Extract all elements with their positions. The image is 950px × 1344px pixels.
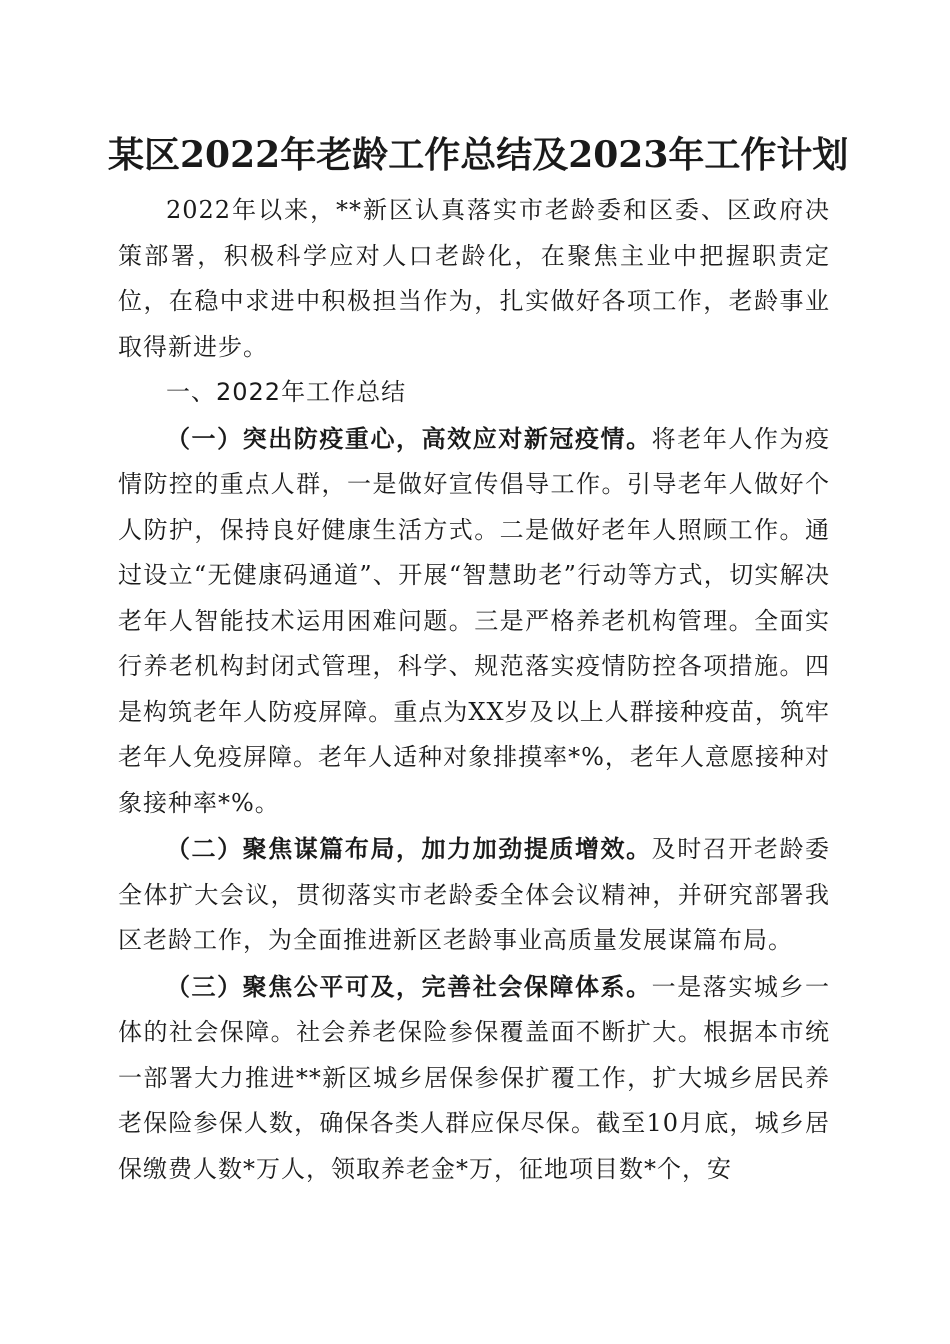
item-2-lead: （二）聚焦谋篇布局，加力加劲提质增效。 [166,834,652,863]
document-page [108,130,849,1192]
section-heading-summary: 一、2022年工作总结 [166,378,407,406]
intro-paragraph: 2022年以来，**新区认真落实市老龄委和区委、区政府决策部署，积极科学应对人口老龄化，在聚焦主业中把握职责定位，在稳中求进中积极担当作为，扎实做好各项工作，老龄事业取得新进步。 [118,196,830,361]
item-3-paragraph [118,964,830,1193]
document-title: 某区2022年老龄工作总结及2023年工作计划 [108,134,849,176]
item-2-body: 及时召开老龄委全体扩大会议，贯彻落实市老龄委全体会议精神，并研究部署我区老龄工作，为全面推进新区老龄事业高质量发展谋篇布局。 [118,835,831,954]
item-1-body: 将老年人作为疫情防控的重点人群，一是做好宣传倡导工作。引导老年人做好个人防护，保持良好健康生活方式。二是做好老年人照顾工作。通过设立“无健康码通道”、开展“智慧助老”行动等方式，切实解决老年人智能技术运用困难问题。三是严格养老机构管理。全面实行养老机构封闭式管理，科学、规范落实疫情防控各项措施。四是构筑老年人防疫屏障。重点为XX岁及以上人群接种疫苗，筑牢老年人免疫屏障。老年人适种对象排摸率*%，老年人意愿接种对象接种率*%。 [118,424,831,817]
item-3-body: 一是落实城乡一体的社会保障。社会养老保险参保覆盖面不断扩大。根据本市统一部署大力推进**新区城乡居保参保扩覆工作，扩大城乡居民养老保险参保人数，确保各类人群应保尽保。截至10月底，城乡居保缴费人数*万人，领取养老金*万，征地项目数*个，安 [118,972,831,1183]
item-1-paragraph [118,416,830,827]
item-1-lead: （一）突出防疫重心，高效应对新冠疫情。 [166,423,652,453]
item-3-lead: （三）聚焦公平可及，完善社会保障体系。 [166,971,652,1001]
item-2-paragraph [118,826,830,964]
